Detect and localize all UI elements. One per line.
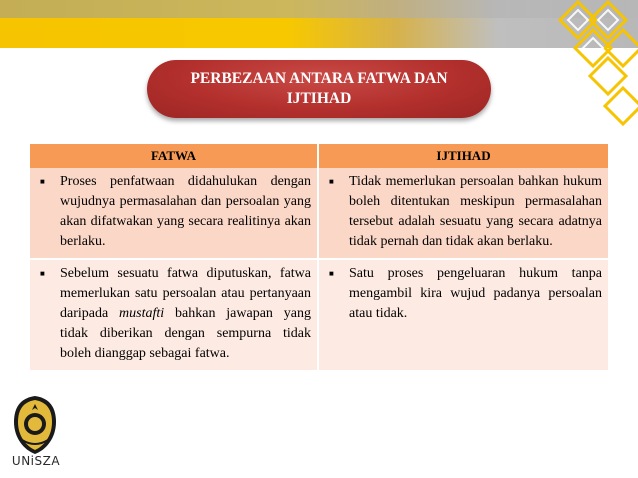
comparison-table [30,144,608,370]
square-bullet-icon: ■ [40,177,45,186]
square-bullet-icon: ■ [329,269,334,278]
cell-fatwa-1 [30,168,318,259]
table-header-row [30,144,608,168]
fatwa-point-1: Proses penfatwaan didahulukan dengan wujudnya permasalahan dan persoalan yang akan difatwakan yang secara realitinya akan berlaku. [60,174,311,249]
mustafti-term: mustafti [119,306,165,321]
ijtihad-point-1: Tidak memerlukan persoalan bahkan hukum boleh ditentukan meskipun permasalahan tersebut adalah sesuatu yang secara adatnya tidak pernah dan tidak akan berlaku. [349,174,602,249]
table-row [30,168,608,259]
uniSZA-crest-icon [8,394,62,456]
square-bullet-icon: ■ [329,177,334,186]
header-ijtihad: IJTIHAD [318,144,608,168]
cell-fatwa-2 [30,259,318,370]
fatwa-point-2: Sebelum sesuatu fatwa diputuskan, fatwa memerlukan satu persoalan atau pertanyaan daripada mustafti bahkan jawapan yang tidak diberikan dengan sempurna tidak boleh dianggap sebagai fatwa. [60,266,311,361]
square-bullet-icon: ■ [40,269,45,278]
slide-title: PERBEZAAN ANTARA FATWA DAN IJTIHAD [147,60,491,118]
table-row [30,259,608,370]
geometric-pattern-decoration [518,0,638,130]
logo-text: UNiSZA [11,454,61,468]
header-fatwa: FATWA [30,144,318,168]
cell-ijtihad-2 [318,259,608,370]
cell-ijtihad-1 [318,168,608,259]
ijtihad-point-2: Satu proses pengeluaran hukum tanpa mengambil kira wujud padanya persoalan atau tidak. [349,266,602,321]
